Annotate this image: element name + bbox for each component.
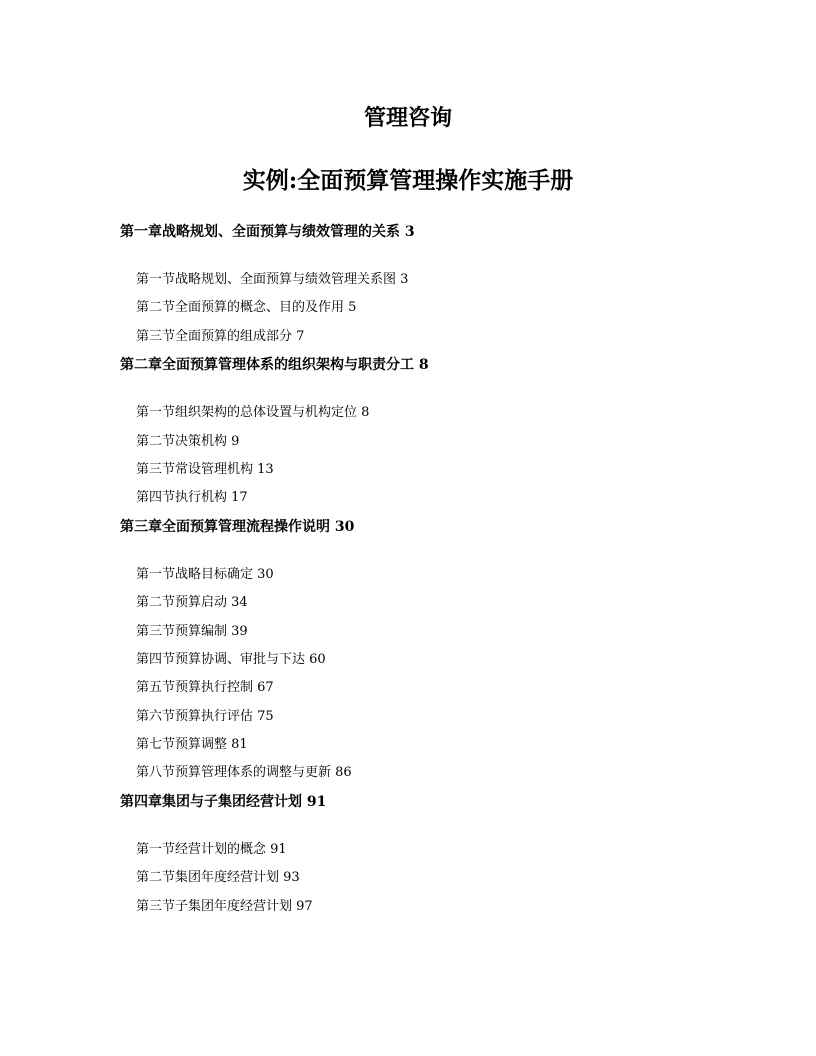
toc-section-entry[interactable]: 第三节子集团年度经营计划 97	[136, 898, 313, 914]
toc-section-entry[interactable]: 第七节预算调整 81	[136, 737, 248, 753]
toc-section-entry[interactable]: 第二节全面预算的概念、目的及作用 5	[136, 300, 357, 316]
toc-section-entry[interactable]: 第一节经营计划的概念 91	[136, 841, 287, 857]
toc-section-entry[interactable]: 第四节执行机构 17	[136, 490, 248, 506]
toc-chapter-heading[interactable]: 第二章全面预算管理体系的组织架构与职责分工 8	[120, 357, 429, 374]
toc-chapter-heading[interactable]: 第三章全面预算管理流程操作说明 30	[120, 518, 355, 535]
toc-section-entry[interactable]: 第二节集团年度经营计划 93	[136, 870, 300, 886]
toc-section-entry[interactable]: 第五节预算执行控制 67	[136, 680, 274, 696]
toc-section-entry[interactable]: 第八节预算管理体系的调整与更新 86	[136, 765, 352, 781]
document-title: 管理咨询	[363, 105, 452, 131]
toc-section-entry[interactable]: 第四节预算协调、审批与下达 60	[136, 651, 326, 667]
toc-section-entry[interactable]: 第三节全面预算的组成部分 7	[136, 328, 305, 344]
toc-chapter-3	[120, 517, 760, 784]
document-subtitle: 实例:全面预算管理操作实施手册	[242, 167, 574, 194]
toc-chapter-4	[120, 792, 760, 917]
toc-chapter-heading[interactable]: 第四章集团与子集团经营计划 91	[120, 793, 327, 810]
toc-chapter-2	[120, 355, 760, 508]
toc-section-entry[interactable]: 第二节决策机构 9	[136, 433, 240, 449]
toc-section-entry[interactable]: 第六节预算执行评估 75	[136, 708, 274, 724]
toc-section-entry[interactable]: 第一节战略目标确定 30	[136, 566, 274, 582]
toc-section-entry[interactable]: 第三节常设管理机构 13	[136, 461, 274, 477]
table-of-contents	[120, 222, 760, 925]
toc-section-entry[interactable]: 第三节预算编制 39	[136, 623, 248, 639]
toc-section-entry[interactable]: 第一节组织架构的总体设置与机构定位 8	[136, 405, 370, 421]
toc-section-entry[interactable]: 第一节战略规划、全面预算与绩效管理关系图 3	[136, 272, 409, 287]
toc-section-entry[interactable]: 第二节预算启动 34	[136, 595, 248, 611]
toc-chapter-1	[120, 222, 760, 347]
toc-chapter-heading[interactable]: 第一章战略规划、全面预算与绩效管理的关系 3	[120, 224, 415, 240]
